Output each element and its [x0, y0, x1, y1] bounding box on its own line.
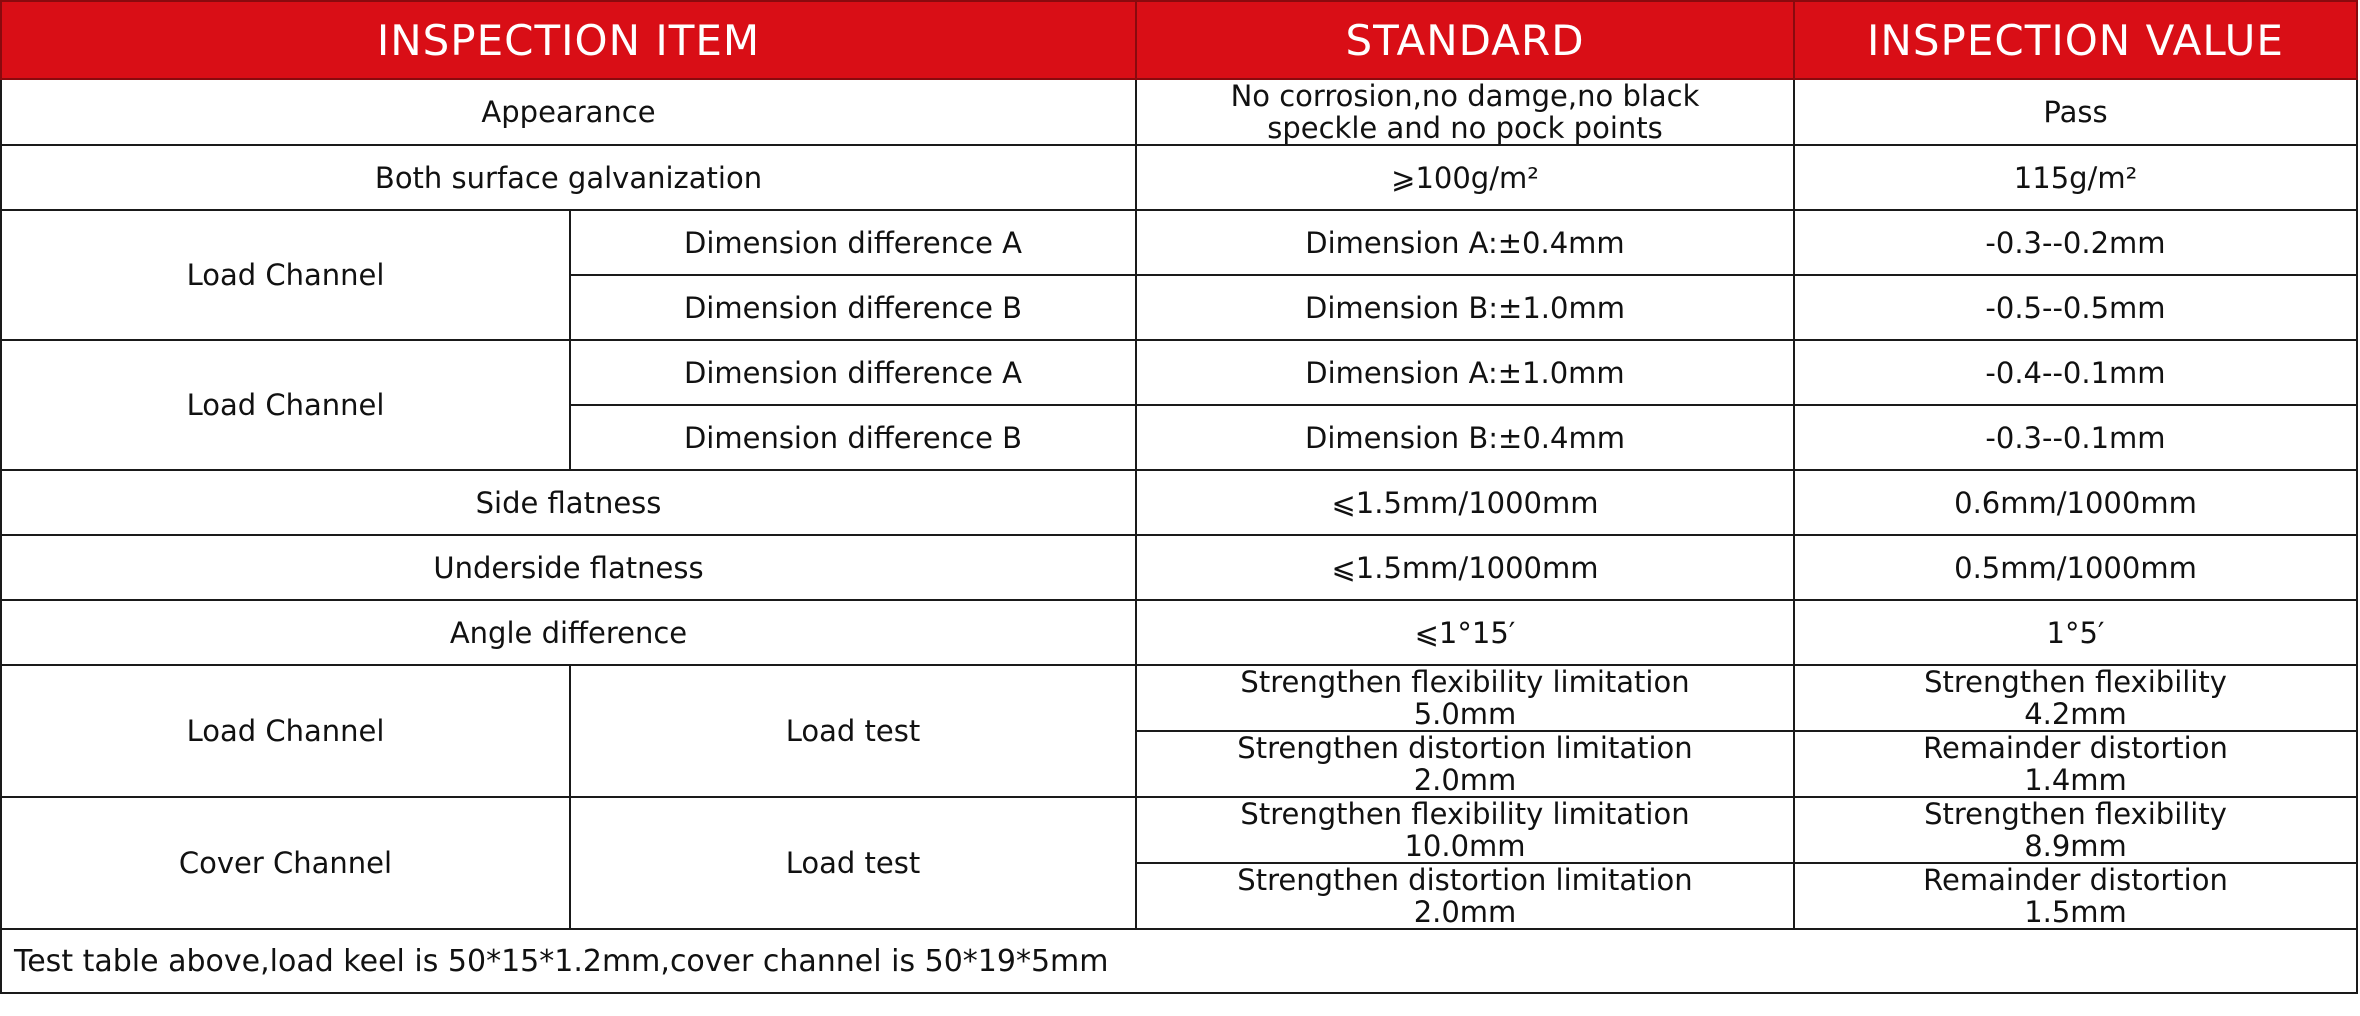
group-load-channel-1: Load Channel [1, 210, 570, 340]
standard-load-flex-line1: Strengthen flexibility limitation [1240, 665, 1690, 699]
standard-appearance-line2: speckle and no pock points [1267, 111, 1663, 145]
sub-load-test-load: Load test [570, 665, 1136, 797]
value-load-flex-line1: Strengthen flexibility [1924, 665, 2227, 699]
value-angle-difference: 1°5′ [1794, 600, 2357, 665]
value-underside-flatness: 0.5mm/1000mm [1794, 535, 2357, 600]
table-row [1, 210, 2357, 275]
value-dimension-b-2: -0.3--0.1mm [1794, 405, 2357, 470]
value-cover-flex [1794, 797, 2357, 863]
standard-load-flex-line2: 5.0mm [1413, 697, 1517, 731]
item-appearance: Appearance [1, 79, 1136, 145]
value-load-distortion-line1: Remainder distortion [1923, 731, 2228, 765]
value-load-flex-line2: 4.2mm [2024, 697, 2127, 731]
value-cover-distortion-line1: Remainder distortion [1923, 863, 2228, 897]
value-cover-flex-line2: 8.9mm [2024, 829, 2127, 863]
value-load-distortion [1794, 731, 2357, 797]
standard-galvanization: ⩾100g/m² [1136, 145, 1794, 210]
sub-dimension-b-1: Dimension difference B [570, 275, 1136, 340]
standard-cover-distortion [1136, 863, 1794, 929]
standard-load-distortion [1136, 731, 1794, 797]
footer-note: Test table above,load keel is 50*15*1.2mm,cover channel is 50*19*5mm [1, 929, 2357, 993]
standard-appearance [1136, 79, 1794, 145]
item-angle-difference: Angle difference [1, 600, 1136, 665]
group-load-channel-test: Load Channel [1, 665, 570, 797]
standard-cover-distortion-line2: 2.0mm [1413, 895, 1517, 929]
sub-dimension-b-2: Dimension difference B [570, 405, 1136, 470]
value-dimension-b-1: -0.5--0.5mm [1794, 275, 2357, 340]
standard-dimension-b-2: Dimension B:±0.4mm [1136, 405, 1794, 470]
value-appearance: Pass [1794, 79, 2357, 145]
value-cover-distortion-line2: 1.5mm [2024, 895, 2127, 929]
standard-side-flatness: ⩽1.5mm/1000mm [1136, 470, 1794, 535]
standard-appearance-line1: No corrosion,no damge,no black [1230, 79, 1700, 113]
sub-load-test-cover: Load test [570, 797, 1136, 929]
value-dimension-a-2: -0.4--0.1mm [1794, 340, 2357, 405]
value-side-flatness: 0.6mm/1000mm [1794, 470, 2357, 535]
header-inspection-item: INSPECTION ITEM [1, 1, 1136, 79]
group-cover-channel-test: Cover Channel [1, 797, 570, 929]
table-row [1, 79, 2357, 145]
group-load-channel-2: Load Channel [1, 340, 570, 470]
standard-underside-flatness: ⩽1.5mm/1000mm [1136, 535, 1794, 600]
standard-cover-flex [1136, 797, 1794, 863]
value-cover-distortion [1794, 863, 2357, 929]
standard-cover-flex-line2: 10.0mm [1404, 829, 1526, 863]
standard-load-distortion-line2: 2.0mm [1413, 763, 1517, 797]
value-cover-flex-line1: Strengthen flexibility [1924, 797, 2227, 831]
item-side-flatness: Side flatness [1, 470, 1136, 535]
sub-dimension-a-1: Dimension difference A [570, 210, 1136, 275]
value-galvanization: 115g/m² [1794, 145, 2357, 210]
standard-load-distortion-line1: Strengthen distortion limitation [1237, 731, 1693, 765]
table-row [1, 340, 2357, 405]
value-load-distortion-line2: 1.4mm [2024, 763, 2127, 797]
standard-angle-difference: ⩽1°15′ [1136, 600, 1794, 665]
header-row [1, 1, 2357, 79]
table-row [1, 797, 2357, 863]
sub-dimension-a-2: Dimension difference A [570, 340, 1136, 405]
standard-cover-flex-line1: Strengthen flexibility limitation [1240, 797, 1690, 831]
table-row [1, 535, 2357, 600]
item-underside-flatness: Underside flatness [1, 535, 1136, 600]
table-row [1, 600, 2357, 665]
value-load-flex [1794, 665, 2357, 731]
standard-dimension-b-1: Dimension B:±1.0mm [1136, 275, 1794, 340]
item-galvanization: Both surface galvanization [1, 145, 1136, 210]
header-standard: STANDARD [1136, 1, 1794, 79]
table-row [1, 470, 2357, 535]
standard-cover-distortion-line1: Strengthen distortion limitation [1237, 863, 1693, 897]
standard-dimension-a-1: Dimension A:±0.4mm [1136, 210, 1794, 275]
footer-row [1, 929, 2357, 993]
value-dimension-a-1: -0.3--0.2mm [1794, 210, 2357, 275]
table-row [1, 665, 2357, 731]
standard-dimension-a-2: Dimension A:±1.0mm [1136, 340, 1794, 405]
header-inspection-value: INSPECTION VALUE [1794, 1, 2357, 79]
standard-load-flex [1136, 665, 1794, 731]
table-row [1, 145, 2357, 210]
